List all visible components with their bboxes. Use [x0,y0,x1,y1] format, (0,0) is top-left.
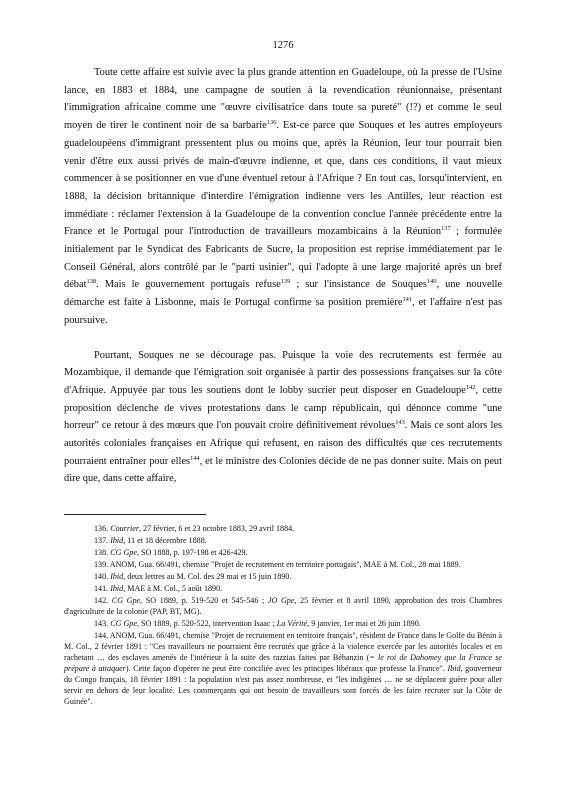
footnote [64,630,502,707]
text-run: . Est-ce parce que Souques et les autres employeurs guadeloupéens d'immigrant pressentent plus ou moins que, après la Réunion, leur tour pourrait bien venir d'être eux aussi privés de main-d'œuvre indienne, et que, dans ces conditions, il vaut mieux commencer à se positionner en vue d'une éventuel retour à l'Afrique ? En tout cas, lorsqu'intervient, en 1888, la décision britannique d'interdire l'émigration indienne vers les Antilles, leur réaction est immédiate : réclamer l'extension à la Guadeloupe de la convention conclue l'année précédente entre la France et le Portugal pour l'introduction de travailleurs mozambicains à la Réunion [64,120,502,238]
footnote-separator [64,514,206,515]
footnote [64,559,502,570]
text-run: , SO 1889, p. 520-522, intervention Isaac ; [136,619,277,628]
text-run: Ibid [110,572,124,581]
text-run: 141. [94,584,111,593]
text-run: Pourtant, Souques ne se décourage pas. Puisque la voie des recrutements est fermée au Mozambique, il demande que l'émigration soit organisée à partir des possessions françaises sur la côte d'Afrique. Appuyée par tous les soutiens dont le lobby sucrier peut disposer en Guadeloupe [64,349,502,396]
footnote [64,571,502,582]
text-run: ; sur l'insistance de Souques [290,279,427,291]
footnote-ref: 141 [402,296,413,304]
footnote-ref: 139 [280,278,291,286]
text-run: Ibid [110,536,124,545]
text-run: , cette proposition déclenche de vives protestations dans le camp républicain, qui dénonce comme "une horreur" ce retour à des mœurs que l'on pouvait croire définitivement révolues [64,384,502,432]
text-run: CG Gpe [110,619,137,628]
footnote [64,595,502,617]
text-run: , deux lettres au M. Col. des 29 mai et 15 juin 1890. [123,572,292,581]
page-number: 1276 [272,40,294,51]
text-run: , 11 et 18 décembre 1888. [123,536,207,545]
text-run: CG Gpe [110,548,137,557]
text-run: , et l'affaire n'est pas poursuive. [64,297,502,326]
text-run: , SO 1889, p. 519-520 et 545-546 ; [140,596,268,605]
footnote-ref: 136 [266,119,277,127]
footnote-ref: 144 [190,454,200,462]
text-run: . Mais le gouvernement portugais refuse [96,279,281,291]
text-run: , et le ministre des Colonies décide de ne pas donner suite. Mais on peut dire que, dans cette affaire, [64,455,503,485]
body-text [64,64,502,488]
footnote-ref: 137 [441,225,451,233]
text-run: 144. ANOM, Gua. 66/491, chemise "Projet de recrutement en territoire français", résident de France dans le Golfe du Bénin à M. Col., 2 février 1891 : "Ces travailleurs ne pourraient être recrutés que grâce à la violence exercée par les autorités locales et en rachetant … des esclaves amenés de l'intérieur à la suite des razzias faites par Béhanzin ( [64,631,502,662]
text-run: La Vérité [276,619,308,628]
footnote-ref: 143 [395,419,405,427]
paragraph [64,347,502,489]
footnote-ref: 138 [86,278,97,286]
text-run: , 25 février et 8 avril 1890, approbation des trois Chambres d'agriculture de la colonie (PAP, BT, MG). [64,596,502,616]
text-run: , 9 janvier, 1er mai et 26 juin 1890. [307,619,421,628]
footnote [64,523,502,534]
text-run: JO Gpe [267,596,295,605]
text-run: CG Gpe [111,596,141,605]
text-run: 142. [94,596,112,605]
footnote [64,618,502,629]
text-run: 138. [94,548,111,557]
text-run: , gouverneur du Congo français, 18 février 1891 : la population n'est pas assez nombreuse, et "les indigènes … ne se déplacent guère pour aller servir en dehors de leur localité. Les commerçants qui ont besoin de travailleurs sont forcés de les faire recruter sur la Côte de Guinée". [64,664,502,706]
footnote [64,535,502,546]
text-run: Courrier [110,524,139,533]
footnotes [64,523,502,707]
text-run: 139. ANOM, Gua. 66/491, chemise "Projet de recrutement en territoire portugais", MAE à M. Col., 28 mai 1889. [94,560,461,569]
footnote [64,583,502,594]
text-run: Ibid [110,584,124,593]
footnote-ref: 142 [465,383,476,391]
text-run: , une nouvelle démarche est faite à Lisbonne, mais le Portugal confirme sa position première [64,279,502,309]
text-run: = le roi de Dahomey que la France se prépare à attaquer [64,653,503,673]
text-run: 143. [94,619,111,628]
text-run: 140. [94,572,111,581]
footnote [64,547,502,558]
text-run: , 27 février, 6 et 23 octobre 1883, 29 avril 1884. [138,524,295,533]
text-run: Toute cette affaire est suivie avec la plus grande attention en Guadeloupe, où la presse de l'Usine lance, en 1883 et 1884, une campagne de soutien à la revendication réunionnaise, présentant l'immigration africaine comme une "œuvre civilisatrice dans toute sa pureté" (!?) et comme le seul moyen de tirer le continent noir de sa barbarie [64,67,502,132]
text-run: , MAE à M. Col., 5 août 1890. [123,584,223,593]
text-run: ; formulée initialement par le Syndicat des Fabricants de Sucre, la proposition est reprise immédiatement par le Conseil Général, alors contrôlé par le "parti usinier", qui l'adopte à une large majorité après un bref débat [64,226,502,291]
footnote-ref: 140 [426,278,437,286]
text-run: . Mais ce sont alors les autorités coloniales françaises en Afrique qui refusent, en raison des difficultés que ces recrutements pourraient entraîner pour elles [64,420,503,467]
text-run: Ibid [447,664,461,673]
text-run: 137. [94,536,111,545]
text-run: 136. [94,524,111,533]
paragraph [64,64,502,330]
text-run: ). Cette façon d'opérer ne peut être conciliée avec les principes libéraux que professe la France". [125,664,448,673]
text-run: , SO 1888, p. 197-198 et 426-429. [136,548,248,557]
